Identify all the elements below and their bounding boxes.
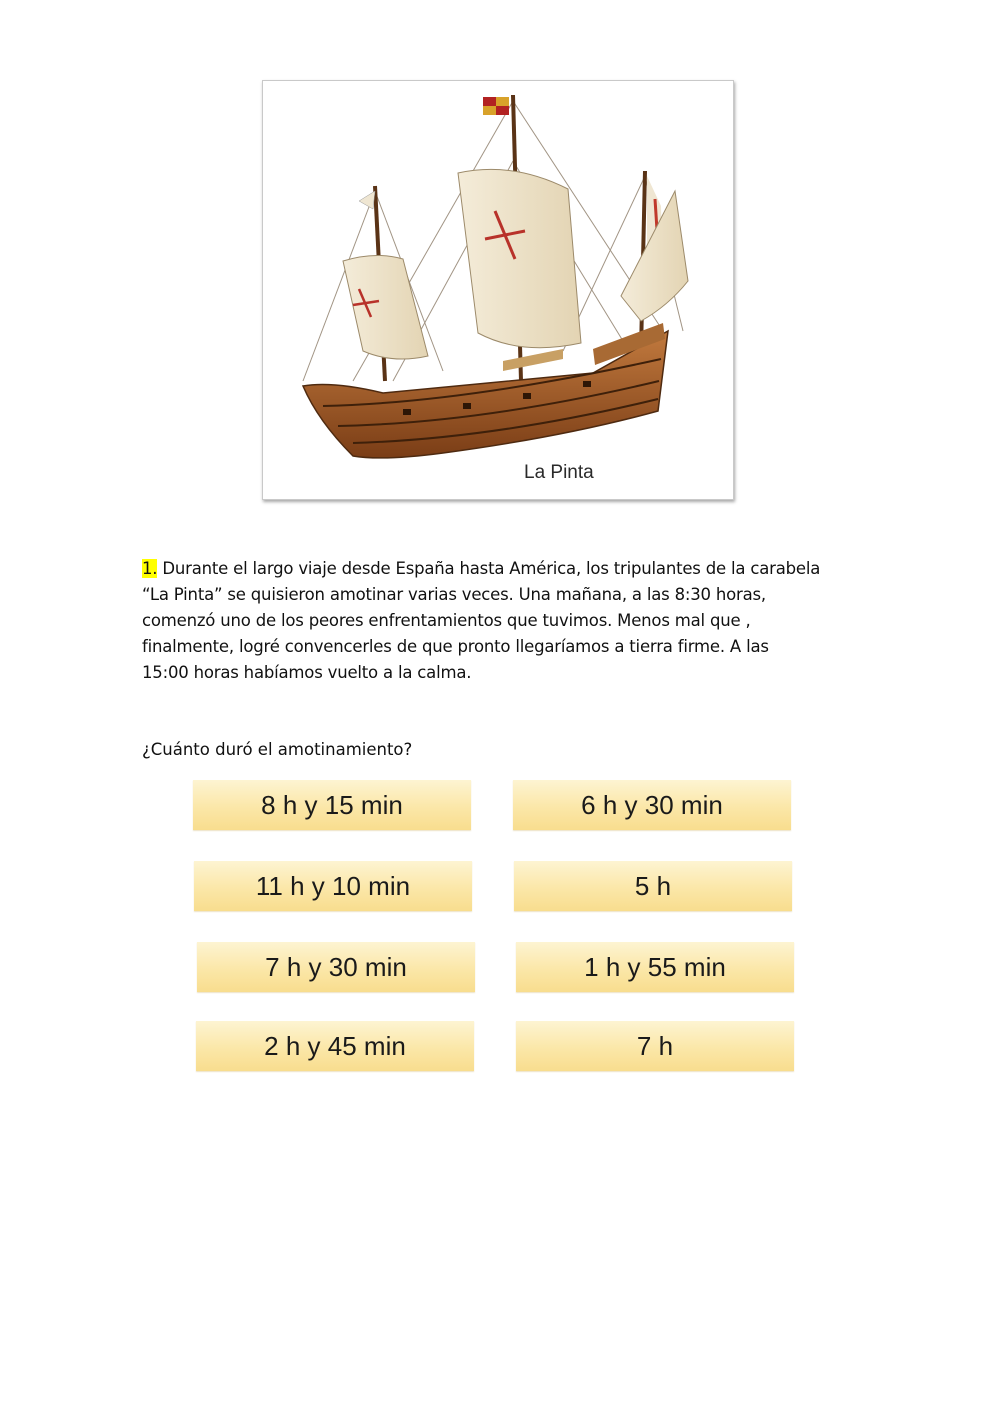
problem-text (142, 556, 882, 686)
question-text: ¿Cuánto duró el amotinamiento? (142, 740, 413, 759)
answer-option[interactable]: 8 h y 15 min (193, 780, 471, 830)
ship-image-frame (262, 80, 734, 500)
answer-option[interactable]: 1 h y 55 min (516, 942, 794, 992)
answer-option[interactable]: 6 h y 30 min (513, 780, 791, 830)
answer-option[interactable]: 11 h y 10 min (194, 861, 472, 911)
problem-line-4: finalmente, logré convencerles de que pronto llegaríamos a tierra firme. A las (142, 637, 769, 656)
problem-number: 1. (142, 559, 158, 578)
problem-line-5: 15:00 horas habíamos vuelto a la calma. (142, 663, 472, 682)
answer-option[interactable]: 5 h (514, 861, 792, 911)
caravel-ship-icon (263, 81, 733, 499)
problem-line-2: “La Pinta” se quisieron amotinar varias veces. Una mañana, a las 8:30 horas, (142, 585, 766, 604)
answer-option[interactable]: 7 h (516, 1021, 794, 1071)
ship-caption: La Pinta (524, 462, 594, 483)
problem-line-3: comenzó uno de los peores enfrentamientos que tuvimos. Menos mal que , (142, 611, 751, 630)
problem-line-1: 1. Durante el largo viaje desde España hasta América, los tripulantes de la carabela (142, 559, 821, 578)
answer-option[interactable]: 7 h y 30 min (197, 942, 475, 992)
answer-option[interactable]: 2 h y 45 min (196, 1021, 474, 1071)
